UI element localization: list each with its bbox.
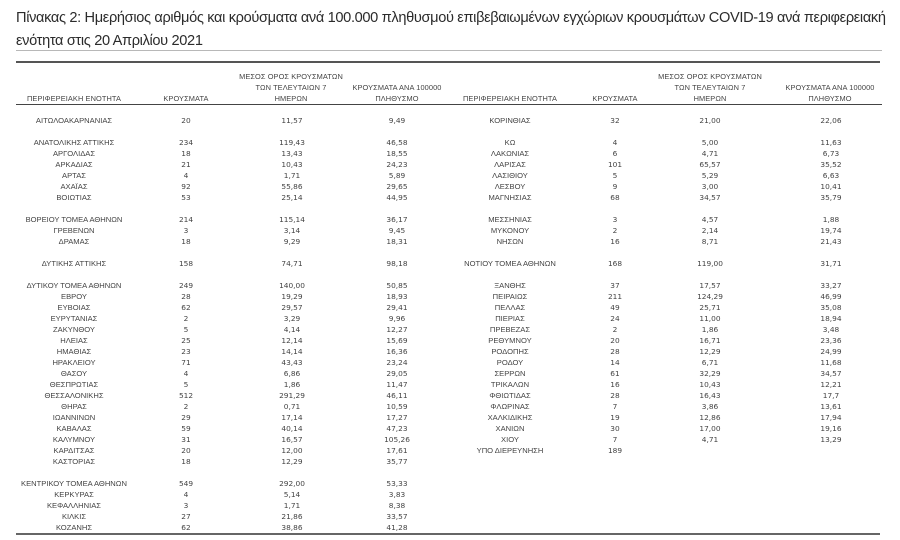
- right-region-name: ΜΕΣΣΗΝΙΑΣ: [488, 215, 532, 224]
- left-cases-value: 214: [178, 215, 194, 224]
- right-region-name: ΧΙΟΥ: [501, 435, 519, 444]
- left-avg7-value: 40,14: [281, 424, 303, 433]
- left-region-name: ΚΑΒΑΛΑΣ: [56, 424, 92, 433]
- left-per100k-value: 11,47: [386, 380, 408, 389]
- left-region-name: ΚΑΣΤΟΡΙΑΣ: [52, 457, 96, 466]
- right-region-name: ΡΟΔΟΥ: [496, 358, 524, 367]
- right-avg7-value: 21,00: [699, 116, 721, 125]
- left-per100k-value: 36,17: [386, 215, 408, 224]
- left-avg7-value: 21,86: [281, 512, 303, 521]
- left-region-name: ΕΥΡΥΤΑΝΙΑΣ: [50, 314, 98, 323]
- left-region-name: ΒΟΙΩΤΙΑΣ: [56, 193, 92, 202]
- left-per100k-value: 17,27: [386, 413, 408, 422]
- left-per100k-value: 24,23: [386, 160, 408, 169]
- header-region-left: ΠΕΡΙΦΕΡΕΙΑΚΗ ΕΝΟΤΗΤΑ: [27, 94, 121, 103]
- header-avg7-left-1: ΜΕΣΟΣ ΟΡΟΣ ΚΡΟΥΣΜΑΤΩΝ: [239, 72, 343, 81]
- left-region-name: ΘΕΣΠΡΩΤΙΑΣ: [49, 380, 99, 389]
- left-avg7-value: 292,00: [279, 479, 305, 488]
- left-region-name: ΗΡΑΚΛΕΙΟΥ: [52, 358, 96, 367]
- left-region-name: ΑΙΤΩΛΟΑΚΑΡΝΑΝΙΑΣ: [35, 116, 113, 125]
- header-region-right: ΠΕΡΙΦΕΡΕΙΑΚΗ ΕΝΟΤΗΤΑ: [463, 94, 557, 103]
- left-avg7-value: 1,71: [283, 501, 301, 510]
- right-cases-value: 14: [610, 358, 620, 367]
- right-per100k-value: 21,43: [820, 237, 842, 246]
- right-avg7-value: 124,29: [697, 292, 723, 301]
- left-cases-value: 5: [183, 380, 189, 389]
- right-per100k-value: 11,63: [820, 138, 842, 147]
- right-per100k-value: 6,73: [822, 149, 840, 158]
- left-region-name: ΖΑΚΥΝΘΟΥ: [53, 325, 95, 334]
- left-avg7-value: 12,14: [281, 336, 303, 345]
- table-caption: Πίνακας 2: Ημερήσιος αριθμός και κρούσματα ανά 100.000 πληθυσμού επιβεβαιωμένων εγχώριων κρουσμάτων COVID-19 ανά περιφερειακή ενότητα στις 20 Απριλίου 2021: [16, 10, 886, 49]
- right-region-name: ΦΘΙΩΤΙΔΑΣ: [489, 391, 531, 400]
- left-per100k-value: 9,96: [388, 314, 406, 323]
- left-per100k-value: 10,59: [386, 402, 408, 411]
- right-region-name: ΣΕΡΡΩΝ: [494, 369, 526, 378]
- left-region-name: ΔΥΤΙΚΟΥ ΤΟΜΕΑ ΑΘΗΝΩΝ: [26, 281, 122, 290]
- left-avg7-value: 11,57: [281, 116, 303, 125]
- left-cases-value: 53: [181, 193, 191, 202]
- right-region-name: ΠΕΛΛΑΣ: [494, 303, 526, 312]
- header-avg7-right-3: ΗΜΕΡΩΝ: [693, 94, 727, 103]
- right-per100k-value: 18,94: [820, 314, 842, 323]
- left-cases-value: 29: [181, 413, 191, 422]
- right-region-name: ΥΠΟ ΔΙΕΡΕΥΝΗΣΗ: [476, 446, 544, 455]
- left-region-name: ΚΕΦΑΛΛΗΝΙΑΣ: [46, 501, 102, 510]
- left-per100k-value: 50,85: [386, 281, 408, 290]
- header-cases-right: ΚΡΟΥΣΜΑΤΑ: [592, 94, 638, 103]
- right-avg7-value: 5,00: [701, 138, 719, 147]
- left-cases-value: 23: [181, 347, 191, 356]
- right-cases-value: 24: [610, 314, 620, 323]
- right-cases-value: 2: [612, 325, 618, 334]
- right-cases-value: 7: [612, 402, 618, 411]
- right-avg7-value: 10,43: [699, 380, 721, 389]
- left-avg7-value: 1,71: [283, 171, 301, 180]
- left-per100k-value: 29,41: [386, 303, 408, 312]
- right-cases-value: 2: [612, 226, 618, 235]
- right-per100k-value: 11,68: [820, 358, 842, 367]
- right-avg7-value: 3,86: [701, 402, 719, 411]
- left-region-name: ΑΡΤΑΣ: [62, 171, 86, 180]
- left-per100k-value: 29,65: [386, 182, 408, 191]
- right-per100k-value: 10,41: [820, 182, 842, 191]
- right-per100k-value: 12,21: [820, 380, 842, 389]
- left-avg7-value: 17,14: [281, 413, 303, 422]
- right-region-name: ΤΡΙΚΑΛΩΝ: [490, 380, 530, 389]
- right-cases-value: 32: [610, 116, 620, 125]
- right-region-name: ΧΑΛΚΙΔΙΚΗΣ: [487, 413, 533, 422]
- left-region-name: ΚΟΖΑΝΗΣ: [55, 523, 93, 532]
- left-region-name: ΙΩΑΝΝΙΝΩΝ: [52, 413, 96, 422]
- left-avg7-value: 140,00: [279, 281, 305, 290]
- right-per100k-value: 17,94: [820, 413, 842, 422]
- left-per100k-value: 98,18: [386, 259, 408, 268]
- right-cases-value: 211: [607, 292, 623, 301]
- right-avg7-value: 16,43: [699, 391, 721, 400]
- left-cases-value: 234: [178, 138, 194, 147]
- left-cases-value: 25: [181, 336, 191, 345]
- left-region-name: ΑΡΚΑΔΙΑΣ: [55, 160, 93, 169]
- left-cases-value: 31: [181, 435, 191, 444]
- right-avg7-value: 12,86: [699, 413, 721, 422]
- left-per100k-value: 16,36: [386, 347, 408, 356]
- left-per100k-value: 15,69: [386, 336, 408, 345]
- right-avg7-value: 4,71: [701, 435, 719, 444]
- right-region-name: ΠΡΕΒΕΖΑΣ: [489, 325, 531, 334]
- right-region-name: ΡΕΘΥΜΝΟΥ: [488, 336, 532, 345]
- left-cases-value: 5: [183, 325, 189, 334]
- right-avg7-value: 2,14: [701, 226, 719, 235]
- right-cases-value: 30: [610, 424, 620, 433]
- left-cases-value: 59: [181, 424, 191, 433]
- right-cases-value: 9: [612, 182, 618, 191]
- left-cases-value: 4: [183, 171, 189, 180]
- caption-divider: [16, 50, 882, 51]
- left-cases-value: 2: [183, 402, 189, 411]
- left-avg7-value: 291,29: [279, 391, 305, 400]
- left-per100k-value: 46,11: [386, 391, 408, 400]
- right-avg7-value: 4,71: [701, 149, 719, 158]
- left-cases-value: 512: [178, 391, 194, 400]
- right-per100k-value: 35,08: [820, 303, 842, 312]
- left-region-name: ΔΡΑΜΑΣ: [58, 237, 90, 246]
- right-per100k-value: 35,52: [820, 160, 842, 169]
- left-per100k-value: 29,05: [386, 369, 408, 378]
- right-avg7-value: 16,71: [699, 336, 721, 345]
- left-region-name: ΘΗΡΑΣ: [61, 402, 87, 411]
- header-avg7-right-2: ΤΩΝ ΤΕΛΕΥΤΑΙΩΝ 7: [674, 83, 746, 92]
- right-cases-value: 5: [612, 171, 618, 180]
- left-per100k-value: 33,57: [386, 512, 408, 521]
- left-cases-value: 18: [181, 237, 191, 246]
- left-region-name: ΘΑΣΟΥ: [60, 369, 88, 378]
- left-cases-value: 62: [181, 523, 191, 532]
- left-avg7-value: 14,14: [281, 347, 303, 356]
- right-per100k-value: 34,57: [820, 369, 842, 378]
- right-per100k-value: 46,99: [820, 292, 842, 301]
- right-region-name: ΜΥΚΟΝΟΥ: [490, 226, 530, 235]
- left-avg7-value: 0,71: [283, 402, 301, 411]
- left-per100k-value: 46,58: [386, 138, 408, 147]
- left-per100k-value: 5,89: [388, 171, 406, 180]
- right-per100k-value: 31,71: [820, 259, 842, 268]
- right-region-name: ΝΟΤΙΟΥ ΤΟΜΕΑ ΑΘΗΝΩΝ: [464, 259, 556, 268]
- left-per100k-value: 47,23: [386, 424, 408, 433]
- right-region-name: ΚΟΡΙΝΘΙΑΣ: [489, 116, 531, 125]
- left-region-name: ΑΡΓΟΛΙΔΑΣ: [52, 149, 96, 158]
- right-region-name: ΚΩ: [504, 138, 516, 147]
- right-avg7-value: 119,00: [697, 259, 723, 268]
- left-region-name: ΚΕΝΤΡΙΚΟΥ ΤΟΜΕΑ ΑΘΗΝΩΝ: [21, 479, 127, 488]
- right-cases-value: 4: [612, 138, 618, 147]
- left-per100k-value: 35,77: [386, 457, 408, 466]
- right-avg7-value: 17,57: [699, 281, 721, 290]
- right-avg7-value: 17,00: [699, 424, 721, 433]
- right-per100k-value: 1,88: [822, 215, 840, 224]
- left-per100k-value: 53,33: [386, 479, 408, 488]
- left-per100k-value: 105,26: [384, 435, 410, 444]
- header-avg7-left-3: ΗΜΕΡΩΝ: [274, 94, 308, 103]
- right-region-name: ΛΑΚΩΝΙΑΣ: [490, 149, 530, 158]
- left-cases-value: 18: [181, 149, 191, 158]
- table-top-rule: [16, 61, 880, 63]
- right-cases-value: 16: [610, 380, 620, 389]
- right-avg7-value: 65,57: [699, 160, 721, 169]
- left-cases-value: 4: [183, 490, 189, 499]
- left-region-name: ΚΕΡΚΥΡΑΣ: [54, 490, 94, 499]
- right-region-name: ΜΑΓΝΗΣΙΑΣ: [488, 193, 532, 202]
- right-cases-value: 6: [612, 149, 618, 158]
- right-avg7-value: 25,71: [699, 303, 721, 312]
- left-region-name: ΓΡΕΒΕΝΩΝ: [53, 226, 95, 235]
- right-cases-value: 3: [612, 215, 618, 224]
- right-cases-value: 168: [607, 259, 623, 268]
- left-avg7-value: 16,57: [281, 435, 303, 444]
- right-cases-value: 28: [610, 347, 620, 356]
- left-per100k-value: 41,28: [386, 523, 408, 532]
- right-per100k-value: 35,79: [820, 193, 842, 202]
- left-avg7-value: 115,14: [279, 215, 305, 224]
- left-per100k-value: 18,31: [386, 237, 408, 246]
- left-cases-value: 71: [181, 358, 191, 367]
- left-region-name: ΕΒΡΟΥ: [61, 292, 87, 301]
- header-per100k-right-1: ΚΡΟΥΣΜΑΤΑ ΑΝΑ 100000: [785, 83, 875, 92]
- left-per100k-value: 3,83: [388, 490, 406, 499]
- header-avg7-left-2: ΤΩΝ ΤΕΛΕΥΤΑΙΩΝ 7: [255, 83, 327, 92]
- right-cases-value: 101: [607, 160, 623, 169]
- right-avg7-value: 34,57: [699, 193, 721, 202]
- left-avg7-value: 25,14: [281, 193, 303, 202]
- right-per100k-value: 22,06: [820, 116, 842, 125]
- right-per100k-value: 19,16: [820, 424, 842, 433]
- left-cases-value: 4: [183, 369, 189, 378]
- right-cases-value: 16: [610, 237, 620, 246]
- left-per100k-value: 18,55: [386, 149, 408, 158]
- right-cases-value: 7: [612, 435, 618, 444]
- left-avg7-value: 3,29: [283, 314, 301, 323]
- right-avg7-value: 32,29: [699, 369, 721, 378]
- left-per100k-value: 9,45: [388, 226, 406, 235]
- left-cases-value: 2: [183, 314, 189, 323]
- left-per100k-value: 44,95: [386, 193, 408, 202]
- right-region-name: ΛΕΣΒΟΥ: [494, 182, 526, 191]
- left-cases-value: 27: [181, 512, 191, 521]
- right-cases-value: 68: [610, 193, 620, 202]
- right-cases-value: 20: [610, 336, 620, 345]
- right-region-name: ΞΑΝΘΗΣ: [494, 281, 526, 290]
- right-avg7-value: 12,29: [699, 347, 721, 356]
- left-region-name: ΚΙΛΚΙΣ: [61, 512, 87, 521]
- left-cases-value: 18: [181, 457, 191, 466]
- left-avg7-value: 9,29: [283, 237, 301, 246]
- left-avg7-value: 3,14: [283, 226, 301, 235]
- right-avg7-value: 5,29: [701, 171, 719, 180]
- right-per100k-value: 23,36: [820, 336, 842, 345]
- left-region-name: ΚΑΡΔΙΤΣΑΣ: [53, 446, 95, 455]
- left-avg7-value: 10,43: [281, 160, 303, 169]
- left-cases-value: 249: [178, 281, 194, 290]
- left-avg7-value: 6,86: [283, 369, 301, 378]
- right-avg7-value: 8,71: [701, 237, 719, 246]
- right-region-name: ΛΑΣΙΘΙΟΥ: [492, 171, 528, 180]
- right-region-name: ΧΑΝΙΩΝ: [495, 424, 525, 433]
- left-per100k-value: 8,38: [388, 501, 406, 510]
- left-region-name: ΘΕΣΣΑΛΟΝΙΚΗΣ: [44, 391, 104, 400]
- left-per100k-value: 17,61: [386, 446, 408, 455]
- left-per100k-value: 23,24: [386, 358, 408, 367]
- right-avg7-value: 1,86: [701, 325, 719, 334]
- left-avg7-value: 1,86: [283, 380, 301, 389]
- right-per100k-value: 6,63: [822, 171, 840, 180]
- right-avg7-value: 4,57: [701, 215, 719, 224]
- left-avg7-value: 4,14: [283, 325, 301, 334]
- left-region-name: ΔΥΤΙΚΗΣ ΑΤΤΙΚΗΣ: [41, 259, 107, 268]
- left-avg7-value: 119,43: [279, 138, 305, 147]
- left-cases-value: 158: [178, 259, 194, 268]
- left-cases-value: 20: [181, 446, 191, 455]
- right-per100k-value: 33,27: [820, 281, 842, 290]
- right-cases-value: 61: [610, 369, 620, 378]
- left-cases-value: 92: [181, 182, 191, 191]
- left-avg7-value: 29,57: [281, 303, 303, 312]
- right-per100k-value: 19,74: [820, 226, 842, 235]
- right-per100k-value: 13,61: [820, 402, 842, 411]
- left-avg7-value: 12,00: [281, 446, 303, 455]
- right-cases-value: 28: [610, 391, 620, 400]
- right-region-name: ΛΑΡΙΣΑΣ: [494, 160, 526, 169]
- left-region-name: ΒΟΡΕΙΟΥ ΤΟΜΕΑ ΑΘΗΝΩΝ: [25, 215, 123, 224]
- right-per100k-value: 24,99: [820, 347, 842, 356]
- left-cases-value: 3: [183, 501, 189, 510]
- header-per100k-right-2: ΠΛΗΘΥΣΜΟ: [808, 94, 852, 103]
- left-region-name: ΚΑΛΥΜΝΟΥ: [52, 435, 96, 444]
- right-avg7-value: 6,71: [701, 358, 719, 367]
- left-per100k-value: 12,27: [386, 325, 408, 334]
- left-avg7-value: 74,71: [281, 259, 303, 268]
- right-region-name: ΝΗΣΩΝ: [496, 237, 524, 246]
- right-avg7-value: 11,00: [699, 314, 721, 323]
- header-underline: [16, 104, 882, 105]
- left-cases-value: 21: [181, 160, 191, 169]
- left-avg7-value: 5,14: [283, 490, 301, 499]
- right-per100k-value: 3,48: [822, 325, 840, 334]
- left-cases-value: 3: [183, 226, 189, 235]
- left-cases-value: 28: [181, 292, 191, 301]
- left-avg7-value: 55,86: [281, 182, 303, 191]
- right-region-name: ΠΙΕΡΙΑΣ: [495, 314, 525, 323]
- left-region-name: ΕΥΒΟΙΑΣ: [57, 303, 91, 312]
- left-per100k-value: 18,93: [386, 292, 408, 301]
- right-region-name: ΦΛΩΡΙΝΑΣ: [490, 402, 530, 411]
- left-cases-value: 62: [181, 303, 191, 312]
- right-region-name: ΠΕΙΡΑΙΩΣ: [492, 292, 528, 301]
- right-cases-value: 37: [610, 281, 620, 290]
- left-per100k-value: 9,49: [388, 116, 406, 125]
- left-region-name: ΑΧΑΪΑΣ: [60, 182, 88, 191]
- header-avg7-right-1: ΜΕΣΟΣ ΟΡΟΣ ΚΡΟΥΣΜΑΤΩΝ: [658, 72, 762, 81]
- left-avg7-value: 19,29: [281, 292, 303, 301]
- left-avg7-value: 13,43: [281, 149, 303, 158]
- left-avg7-value: 38,86: [281, 523, 303, 532]
- right-avg7-value: 3,00: [701, 182, 719, 191]
- right-cases-value: 49: [610, 303, 620, 312]
- header-per100k-left-1: ΚΡΟΥΣΜΑΤΑ ΑΝΑ 100000: [352, 83, 442, 92]
- left-avg7-value: 12,29: [281, 457, 303, 466]
- right-region-name: ΡΟΔΟΠΗΣ: [491, 347, 529, 356]
- header-per100k-left-2: ΠΛΗΘΥΣΜΟ: [375, 94, 419, 103]
- right-per100k-value: 13,29: [820, 435, 842, 444]
- left-region-name: ΗΛΕΙΑΣ: [60, 336, 88, 345]
- left-region-name: ΑΝΑΤΟΛΙΚΗΣ ΑΤΤΙΚΗΣ: [33, 138, 115, 147]
- right-cases-value: 19: [610, 413, 620, 422]
- header-cases-left: ΚΡΟΥΣΜΑΤΑ: [163, 94, 209, 103]
- left-region-name: ΗΜΑΘΙΑΣ: [56, 347, 92, 356]
- table-bottom-rule: [16, 533, 880, 535]
- right-per100k-value: 17,7: [822, 391, 840, 400]
- left-avg7-value: 43,43: [281, 358, 303, 367]
- left-cases-value: 549: [178, 479, 194, 488]
- left-cases-value: 20: [181, 116, 191, 125]
- right-cases-value: 189: [607, 446, 623, 455]
